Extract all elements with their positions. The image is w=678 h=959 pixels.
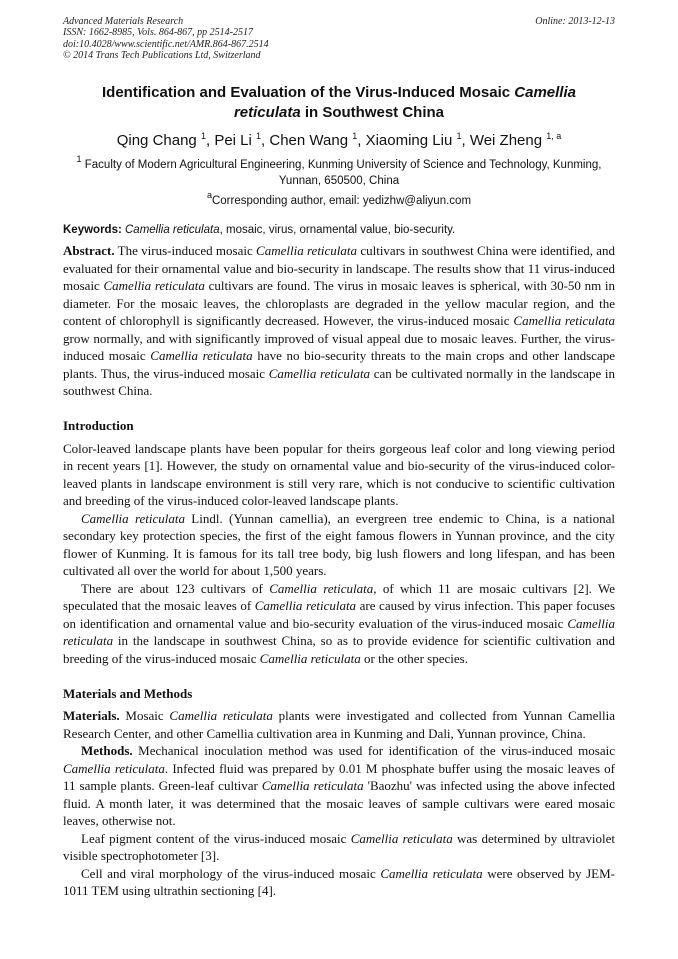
title-species: Camellia reticulata [233,84,576,121]
methods-paragraph: Methods. Mechanical inoculation method was used for identification of the virus-induced mosaic Camellia reticulata. Infected fluid was prepared by 0.01 M phosphate buffer using the mosaic leaves of 11 sample plants. Green-leaf cultivar Camellia reticulata 'Baozhu' was infected using the above infected fluid. A month later, it was determined that the mosaic leaves of sample cultivars were eared mosaic leaves, otherwise not. [63,743,616,828]
online-date: Online: 2013-12-13 [535,16,615,27]
pigment-paragraph: Leaf pigment content of the virus-induced mosaic Camellia reticulata was determined by ultraviolet visible spectrophotometer [3]. [63,830,615,863]
journal-name: Advanced Materials Research [63,16,184,27]
abstract: Abstract. The virus-induced mosaic Camellia reticulata cultivars in southwest China were identified, and evaluated for their ornamental value and bio-security in landscape. The results show that 11 virus-induced mosaic Camellia reticulata cultivars are found. The virus in mosaic leaves is spherical, with 30-50 nm in diameter. For the mosaic leaves, the chloroplasts are degraded in the yellow macular region, and the content of chlorophyll is significantly decreased. However, the virus-induced mosaic Camellia reticulata grow normally, and with significantly improved of visual appeal due to mosaic leaves. Further, the virus-induced mosaic Camellia reticulata have no bio-security threats to the main crops and other landscape plants. Thus, the virus-induced mosaic Camellia reticulata can be cultivated normally in the landscape in southwest China. [63,243,616,398]
title-text-2: in Southwest China [300,104,445,121]
author: Pei Li $^1$ [214,131,262,149]
methods-heading: Materials and Methods [63,685,193,701]
introduction-heading: Introduction [63,418,134,433]
keywords-label: Keywords: [63,224,122,236]
intro-paragraph-1: Color-leaved landscape plants have been popular for theirs gorgeous leaf color and long viewing period in recent years [1]. However, the study on ornamental value and bio-security of the virus-induced color-leaved plants in landscape environment is still very rare, which is not conducive to scientific cultivation and breeding of the virus-induced color-leaved landscape plants. [63,440,615,508]
keywords: Keywords: Camellia reticulata, mosaic, virus, ornamental value, bio-security. [63,224,456,236]
paper-body [63,242,615,900]
author: Xiaoming Liu $^1$ [365,131,462,149]
paper-title [70,83,608,123]
title-text-1: Identification and Evaluation of the Virus-Induced Mosaic [102,84,515,101]
author: Wei Zheng $^{1, a}$ [469,131,562,149]
materials-paragraph: Materials. Mosaic Camellia reticulata plants were investigated and collected from Yunnan Camellia Research Center, and other Camellia cultivation area in Kunming and Dali, Yunnan province, China. [63,708,615,741]
copyright-line: © 2014 Trans Tech Publications Ltd, Switzerland [63,49,261,61]
author: Chen Wang $^1$ [269,131,358,149]
issn-line: ISSN: 1662-8985, Vols. 864-867, pp 2514-2517 [63,27,253,39]
journal-header [63,16,615,61]
abstract-label: Abstract. [63,243,115,258]
author-list: Qing Chang $^1$, Pei Li $^1$, Chen Wang $^1$, Xiaoming Liu $^1$, Wei Zheng $^{1, a}$ [116,131,562,149]
intro-paragraph-3: There are about 123 cultivars of Camellia reticulata, of which 11 are mosaic cultivars [2]. We speculated that the mosaic leaves of Camellia reticulata are caused by virus infection. This paper focuses on identification and ornamental value and bio-security evaluation of the virus-induced mosaic Camellia reticulata in the landscape in southwest China, so as to provide evidence for scientific cultivation and breeding of the virus-induced mosaic Camellia reticulata or the other species. [63,580,616,666]
doi-line: doi:10.4028/www.scientific.net/AMR.864-867.2514 [63,38,269,50]
affiliation: $^1$ Faculty of Modern Agricultural Engineering, Kunming University of Science and Technology, Kunming, Yunnan, 650500, China [76,154,602,187]
author: Qing Chang $^1$ [116,131,206,149]
intro-paragraph-2: Camellia reticulata Lindl. (Yunnan camellia), an evergreen tree endemic to China, is a national secondary key protection species, the first of the eight famous flowers in Yunnan province, and the city flower of Kunming. It is famous for its tall tree body, big lush flowers and long lifespan, and has been cultivated all over the world for about 1,500 years. [63,510,615,578]
cell-paragraph: Cell and viral morphology of the virus-induced mosaic Camellia reticulata were observed by JEM-1011 TEM using ultrathin sectioning [4]. [63,865,615,898]
corresponding-email: $^a$Corresponding author, email: yedizhw@aliyun.com [206,190,472,207]
